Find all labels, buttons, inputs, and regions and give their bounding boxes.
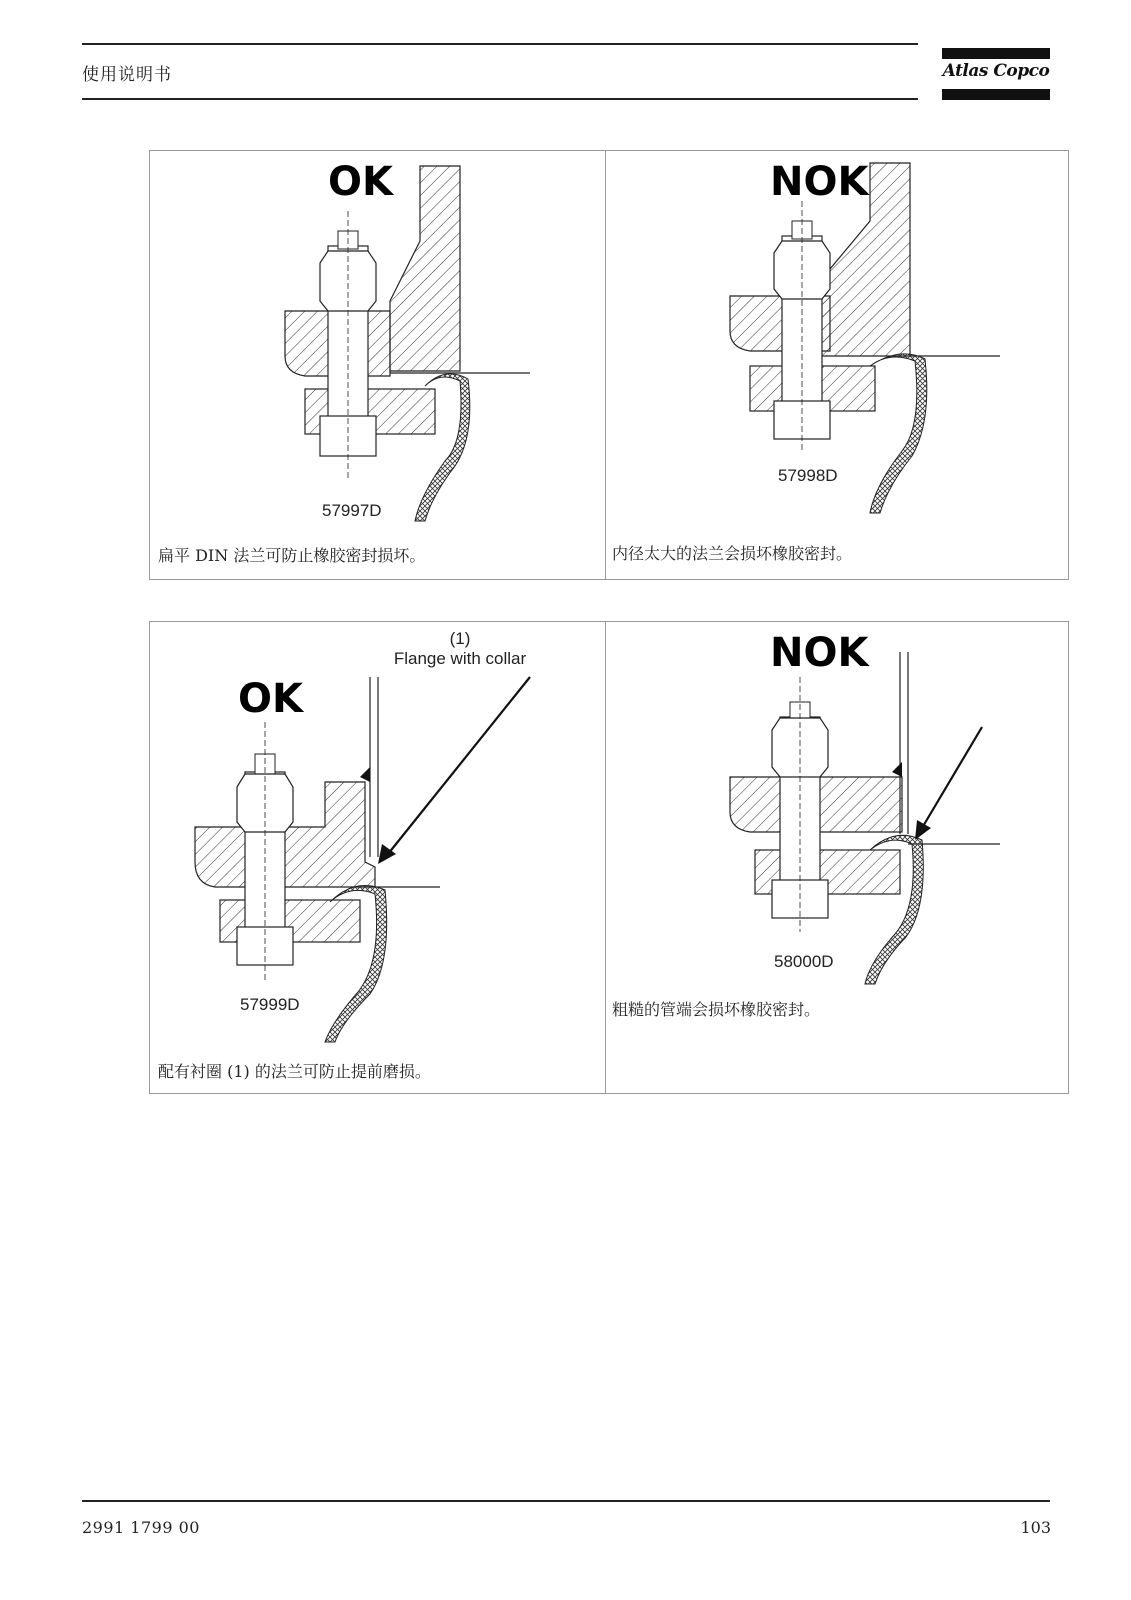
status-tag: OK bbox=[328, 159, 393, 205]
flange-diagram-nok-rough bbox=[670, 622, 1010, 997]
header-title: 使用说明书 bbox=[82, 65, 172, 85]
figure-caption: 配有衬圈 (1) 的法兰可防止提前磨损。 bbox=[158, 1062, 431, 1081]
figure-table-bottom bbox=[149, 621, 1069, 1094]
status-tag: NOK bbox=[770, 159, 869, 205]
figure-caption: 粗糙的管端会损坏橡胶密封。 bbox=[612, 1000, 821, 1019]
page-number: 103 bbox=[1020, 1518, 1051, 1537]
figure-code: 57998D bbox=[778, 466, 838, 485]
status-tag: NOK bbox=[770, 630, 869, 676]
figure-57998D bbox=[670, 151, 1010, 521]
figure-57997D bbox=[210, 151, 540, 531]
figure-58000D bbox=[670, 622, 1010, 997]
table-divider bbox=[605, 151, 606, 579]
header-top-rule bbox=[82, 43, 918, 45]
status-tag: OK bbox=[238, 676, 303, 722]
figure-code: 58000D bbox=[774, 952, 834, 971]
flange-diagram-ok-collar bbox=[160, 622, 610, 1047]
figure-code: 57999D bbox=[240, 995, 300, 1014]
flange-diagram-ok-flat bbox=[210, 151, 540, 531]
callout-number: (1) bbox=[449, 629, 471, 648]
document-number: 2991 1799 00 bbox=[82, 1518, 200, 1537]
logo-text: Atlas Copco bbox=[942, 61, 1050, 81]
header-bottom-rule bbox=[82, 98, 918, 100]
logo-top-bar bbox=[942, 48, 1050, 59]
figure-code: 57997D bbox=[322, 501, 382, 520]
figure-caption: 扁平 DIN 法兰可防止橡胶密封损坏。 bbox=[158, 546, 426, 565]
logo-bottom-bar bbox=[942, 89, 1050, 100]
callout-text: Flange with collar bbox=[393, 649, 527, 668]
figure-table-top bbox=[149, 150, 1069, 580]
figure-caption: 内径太大的法兰会损坏橡胶密封。 bbox=[612, 544, 853, 563]
flange-diagram-nok-diameter bbox=[670, 151, 1010, 521]
figure-57999D bbox=[160, 622, 610, 1047]
atlas-copco-logo bbox=[942, 48, 1050, 100]
footer-rule bbox=[82, 1500, 1050, 1502]
